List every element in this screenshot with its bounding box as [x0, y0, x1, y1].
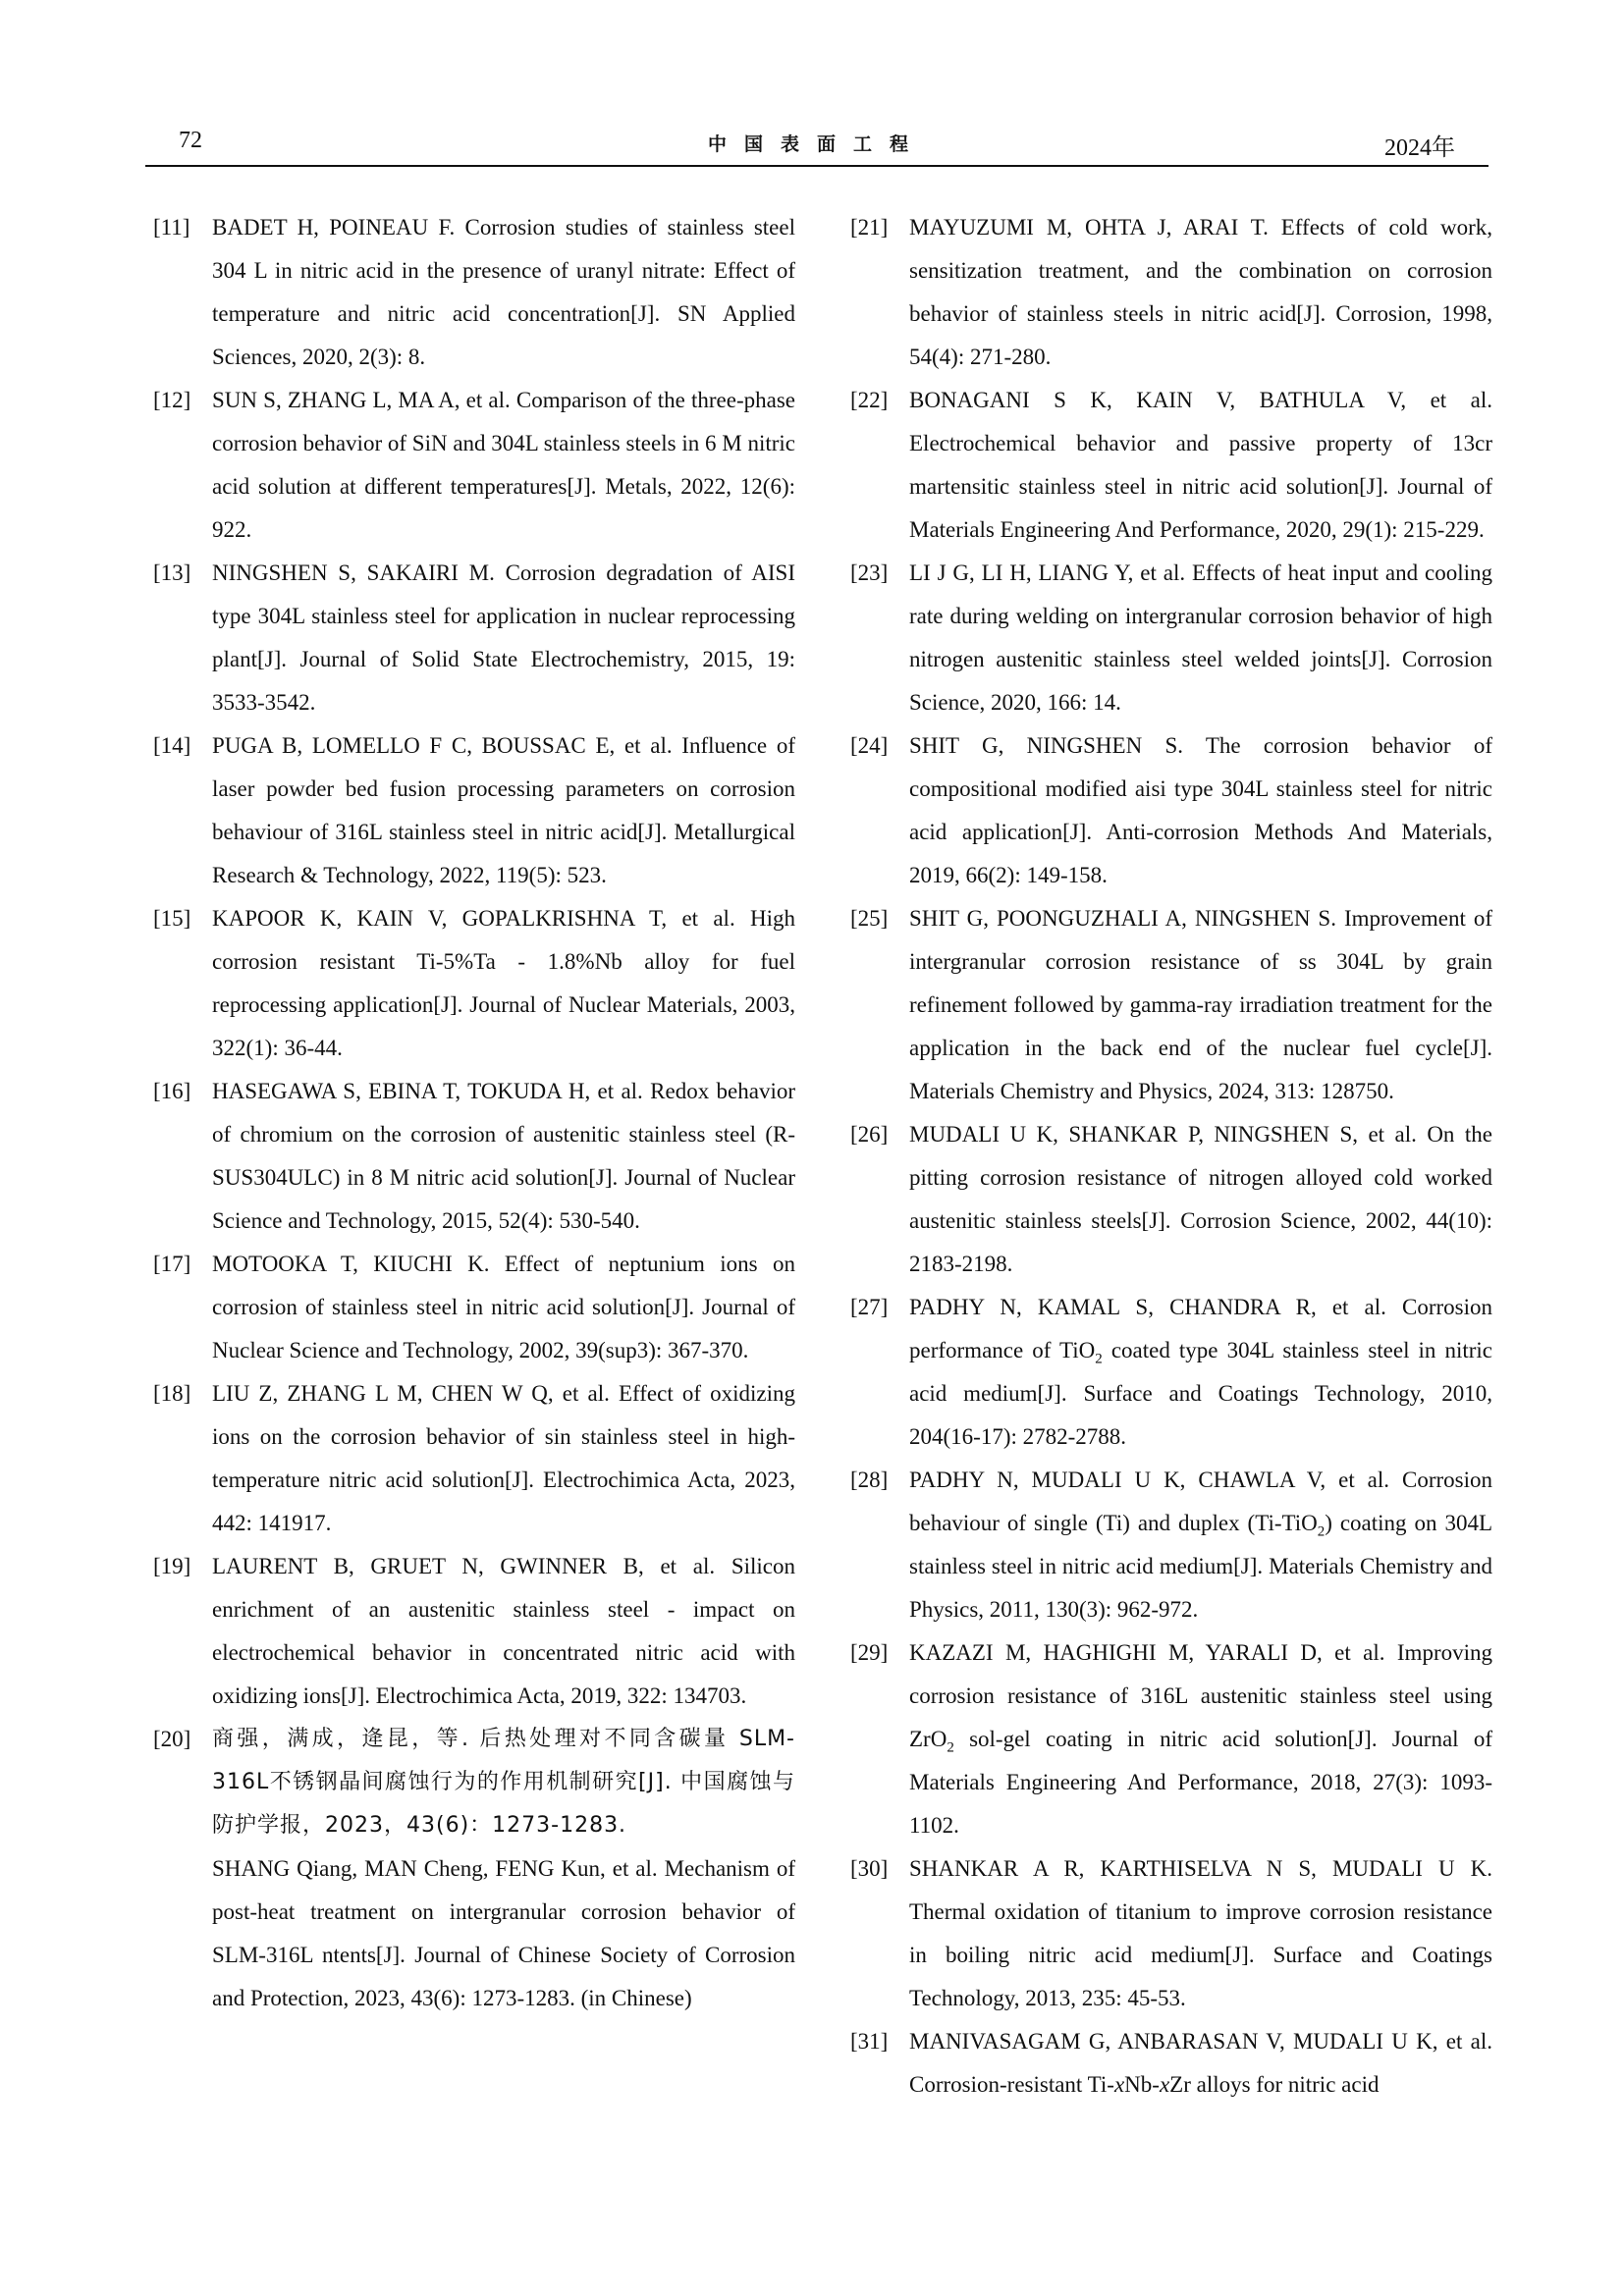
reference-number: [22] [850, 388, 889, 412]
reference-number: [19] [153, 1554, 191, 1578]
references-right-column [850, 206, 1492, 2107]
reference-entry [153, 1243, 795, 1372]
reference-text: LIU Z, ZHANG L M, CHEN W Q, et al. Effect of oxidizing ions on the corrosion behavior of sin stainless steel in high-temperature nitric acid solution[J]. Electrochimica Acta, 2023, 442: 141917. [212, 1381, 795, 1535]
reference-number: [17] [153, 1252, 191, 1276]
reference-entry [850, 1631, 1492, 1847]
reference-text: LI J G, LI H, LIANG Y, et al. Effects of heat input and cooling rate during welding on intergranular corrosion behavior of high nitrogen austenitic stainless steel welded joints[J]. Corrosion Science, 2020, 166: 14. [909, 561, 1492, 715]
reference-text: PADHY N, KAMAL S, CHANDRA R, et al. Corrosion performance of TiO$_2$ coated type 304L stainless steel in nitric acid medium[J]. Surface and Coatings Technology, 2010, 204(16-17): 2782-2788. [909, 1295, 1492, 1449]
reference-text: MUDALI U K, SHANKAR P, NINGSHEN S, et al. On the pitting corrosion resistance of nitrogen alloyed cold worked austenitic stainless steels[J]. Corrosion Science, 2002, 44(10): 2183-2198. [909, 1122, 1492, 1276]
reference-text: BADET H, POINEAU F. Corrosion studies of stainless steel 304 L in nitric acid in the presence of uranyl nitrate: Effect of temperature and nitric acid concentration[J]. SN Applied Sciences, 2020, 2(3): 8. [212, 215, 795, 369]
reference-entry [850, 1459, 1492, 1631]
reference-entry [153, 206, 795, 379]
reference-text: SUN S, ZHANG L, MA A, et al. Comparison of the three-phase corrosion behavior of SiN and 304L stainless steels in 6 M nitric acid solution at different temperatures[J]. Metals, 2022, 12(6): 922. [212, 388, 795, 542]
reference-entry [153, 1718, 795, 1847]
reference-text: PADHY N, MUDALI U K, CHAWLA V, et al. Corrosion behaviour of single (Ti) and duplex (Ti-TiO$_2$) coating on 304L stainless steel in nitric acid medium[J]. Materials Chemistry and Physics, 2011, 130(3): 962-972. [909, 1468, 1492, 1622]
reference-entry [153, 1545, 795, 1718]
reference-text: MOTOOKA T, KIUCHI K. Effect of neptunium ions on corrosion of stainless steel in nitric acid solution[J]. Journal of Nuclear Science and Technology, 2002, 39(sup3): 367-370. [212, 1252, 795, 1362]
reference-entry [850, 897, 1492, 1113]
reference-number: [26] [850, 1122, 889, 1147]
reference-text: PUGA B, LOMELLO F C, BOUSSAC E, et al. Influence of laser powder bed fusion processing parameters on corrosion behaviour of 316L stainless steel in nitric acid[J]. Metallurgical Research & Technology, 2022, 119(5): 523. [212, 733, 795, 887]
reference-number: [16] [153, 1079, 191, 1103]
page-header [145, 126, 1489, 167]
reference-number: [25] [850, 906, 889, 931]
page-number: 72 [179, 128, 202, 153]
reference-translation: SHANG Qiang, MAN Cheng, FENG Kun, et al. Mechanism of post-heat treatment on intergranular corrosion behavior of SLM-316L ntents[J]. Journal of Chinese Society of Corrosion and Protection, 2023, 43(6): 1273-1283. (in Chinese) [212, 1856, 795, 2010]
reference-entry [153, 1372, 795, 1545]
reference-entry [850, 552, 1492, 724]
reference-entry [850, 1286, 1492, 1459]
reference-number: [28] [850, 1468, 889, 1492]
reference-entry [153, 1070, 795, 1243]
reference-number: [21] [850, 215, 889, 240]
reference-entry [153, 724, 795, 897]
reference-text: KAZAZI M, HAGHIGHI M, YARALI D, et al. Improving corrosion resistance of 316L austenitic stainless steel using ZrO$_2$ sol-gel coating in nitric acid solution[J]. Journal of Materials Engineering And Performance, 2018, 27(3): 1093-1102. [909, 1640, 1492, 1838]
reference-text: NINGSHEN S, SAKAIRI M. Corrosion degradation of AISI type 304L stainless steel for application in nuclear reprocessing plant[J]. Journal of Solid State Electrochemistry, 2015, 19: 3533-3542. [212, 561, 795, 715]
reference-entry [850, 206, 1492, 379]
reference-number: [31] [850, 2029, 889, 2054]
reference-text: SHIT G, POONGUZHALI A, NINGSHEN S. Improvement of intergranular corrosion resistance of ss 304L by grain refinement followed by gamma-ray irradiation treatment for the application in the back end of the nuclear fuel cycle[J]. Materials Chemistry and Physics, 2024, 313: 128750. [909, 906, 1492, 1103]
reference-number: [13] [153, 561, 191, 585]
reference-entry [153, 379, 795, 552]
reference-number: [11] [153, 215, 190, 240]
reference-number: [18] [153, 1381, 191, 1406]
reference-entry [850, 2020, 1492, 2107]
reference-number: [14] [153, 733, 191, 758]
reference-text: SHIT G, NINGSHEN S. The corrosion behavior of compositional modified aisi type 304L stainless steel for nitric acid application[J]. Anti-corrosion Methods And Materials, 2019, 66(2): 149-158. [909, 733, 1492, 887]
reference-number: [12] [153, 388, 191, 412]
references-left-column [153, 206, 795, 2020]
journal-title: 中国表面工程 [707, 133, 926, 155]
reference-entry [850, 1847, 1492, 2020]
reference-text: MAYUZUMI M, OHTA J, ARAI T. Effects of cold work, sensitization treatment, and the combination on corrosion behavior of stainless steels in nitric acid[J]. Corrosion, 1998, 54(4): 271-280. [909, 215, 1492, 369]
reference-text: HASEGAWA S, EBINA T, TOKUDA H, et al. Redox behavior of chromium on the corrosion of austenitic stainless steel (R-SUS304ULC) in 8 M nitric acid solution[J]. Journal of Nuclear Science and Technology, 2015, 52(4): 530-540. [212, 1079, 795, 1233]
reference-entry [153, 552, 795, 724]
reference-text: KAPOOR K, KAIN V, GOPALKRISHNA T, et al. High corrosion resistant Ti-5%Ta - 1.8%Nb alloy for fuel reprocessing application[J]. Journal of Nuclear Materials, 2003, 322(1): 36-44. [212, 906, 795, 1060]
reference-entry [850, 724, 1492, 897]
reference-text: BONAGANI S K, KAIN V, BATHULA V, et al. Electrochemical behavior and passive property of 13cr martensitic stainless steel in nitric acid solution[J]. Journal of Materials Engineering And Performance, 2020, 29(1): 215-229. [909, 388, 1492, 542]
reference-text: MANIVASAGAM G, ANBARASAN V, MUDALI U K, et al. Corrosion-resistant Ti-xNb-xZr alloys for nitric acid [909, 2029, 1492, 2097]
reference-text: LAURENT B, GRUET N, GWINNER B, et al. Silicon enrichment of an austenitic stainless steel - impact on electrochemical behavior in concentrated nitric acid with oxidizing ions[J]. Electrochimica Acta, 2019, 322: 134703. [212, 1554, 795, 1708]
reference-text: SHANKAR A R, KARTHISELVA N S, MUDALI U K. Thermal oxidation of titanium to improve corrosion resistance in boiling nitric acid medium[J]. Surface and Coatings Technology, 2013, 235: 45-53. [909, 1856, 1492, 2010]
reference-entry [850, 379, 1492, 552]
reference-number: [23] [850, 561, 889, 585]
reference-number: [27] [850, 1295, 889, 1319]
reference-entry [850, 1113, 1492, 1286]
publication-year: 2024年 [1384, 135, 1455, 161]
reference-number: [30] [850, 1856, 889, 1881]
reference-number: [20] [153, 1727, 191, 1751]
reference-number: [15] [153, 906, 191, 931]
reference-number: [24] [850, 733, 889, 758]
reference-entry [153, 897, 795, 1070]
reference-number: [29] [850, 1640, 889, 1665]
reference-text: 商强，满成，逄昆，等. 后热处理对不同含碳量 SLM-316L不锈钢晶间腐蚀行为的作用机制研究[J]. 中国腐蚀与防护学报，2023，43(6)：1273-1283. [212, 1727, 795, 1838]
